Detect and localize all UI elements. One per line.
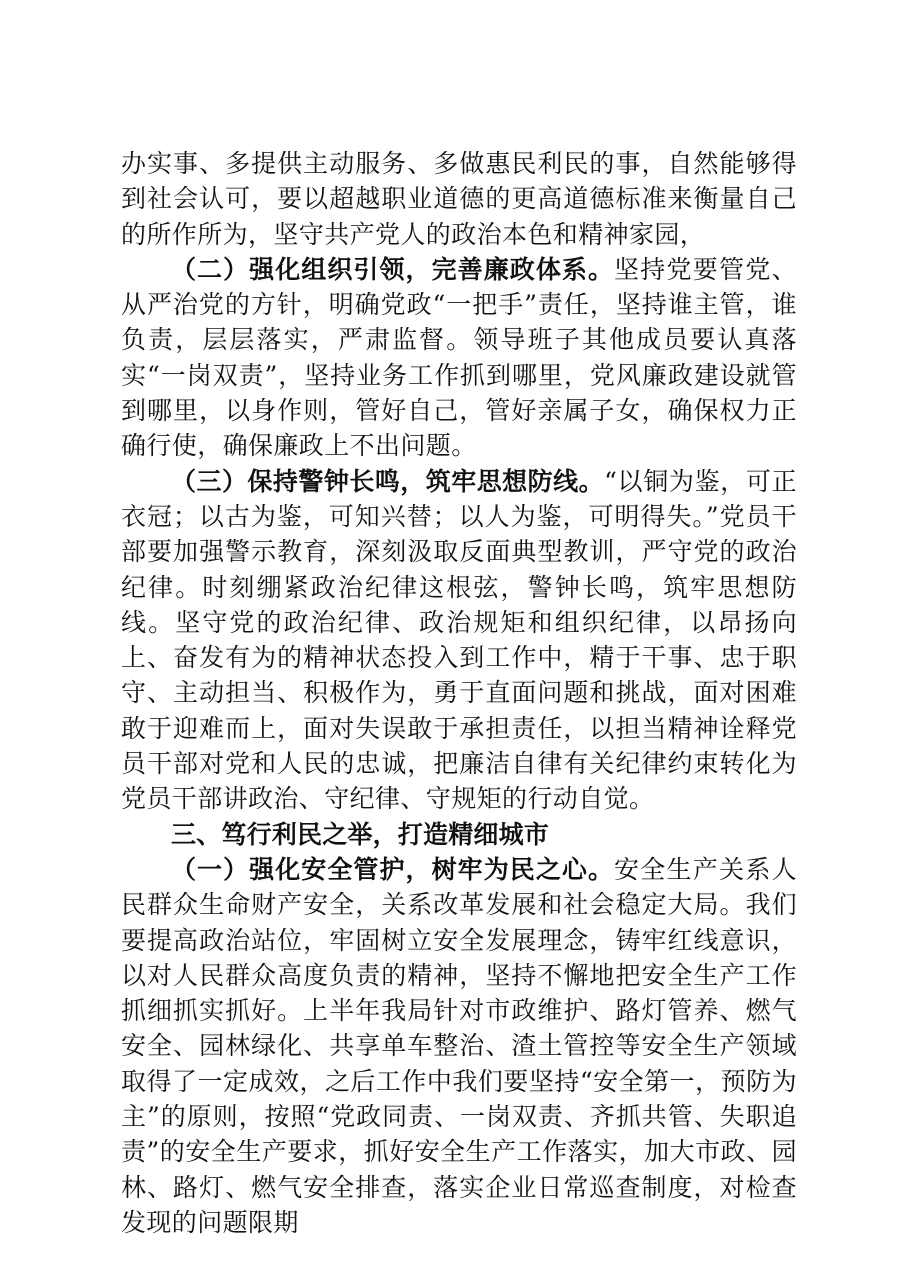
paragraph-lead: （二）强化组织引领，完善廉政体系。 <box>171 254 615 284</box>
paragraph-continued <box>121 146 797 252</box>
paragraph-text: 安全生产关系人民群众生命财产安全，关系改革发展和社会稳定大局。我们要提高政治站位，牢固树立安全发展理念，铸牢红线意识，以对人民群众高度负责的精神，坚持不懈地把安全生产工作抓细抓实抓好。上半年我局针对市政维护、路灯管养、燃气安全、园林绿化、共享单车整治、渣土管控等安全生产领域取得了一定成效，之后工作中我们要坚持“安全第一，预防为主”的原则，按照“党政同责、一岗双责、齐抓共管、失职追责”的安全生产要求，抓好安全生产工作落实，加大市政、园林、路灯、燃气安全排查，落实企业日常巡查制度，对检查发现的问题限期 <box>121 854 797 1237</box>
paragraph-lead: （三）保持警钟长鸣，筑牢思想防线。 <box>171 466 605 496</box>
paragraph-text: 办实事、多提供主动服务、多做惠民利民的事，自然能够得到社会认可，要以超越职业道德的更高道德标准来衡量自己的所作所为，坚守共产党人的政治本色和精神家园， <box>121 149 797 249</box>
paragraph-lead: （一）强化安全管护，树牢为民之心。 <box>171 854 615 884</box>
paragraph-alarm <box>121 464 797 817</box>
paragraph-text: “以铜为鉴，可正衣冠；以古为鉴，可知兴替；以人为鉴，可明得失。”党员干部要加强警示教育，深刻汲取反面典型教训，严守党的政治纪律。时刻绷紧政治纪律这根弦，警钟长鸣，筑牢思想防线。坚守党的政治纪律、政治规矩和组织纪律，以昂扬向上、奋发有为的精神状态投入到工作中，精于干事、忠于职守、主动担当、积极作为，勇于直面问题和挑战，面对困难敢于迎难而上，面对失误敢于承担责任，以担当精神诠释党员干部对党和人民的忠诚，把廉洁自律有关纪律约束转化为党员干部讲政治、守纪律、守规矩的行动自觉。 <box>121 466 798 814</box>
section-heading: 三、笃行利民之举，打造精细城市 <box>171 819 550 849</box>
paragraph-text: 坚持党要管党、从严治党的方针，明确党政“一把手”责任，坚持谁主管，谁负责，层层落实，严肃监督。领导班子其他成员要认真落实“一岗双责”，坚持业务工作抓到哪里，党风廉政建设就管到哪里，以身作则，管好自己，管好亲属子女，确保权力正确行使，确保廉政上不出问题。 <box>121 254 797 461</box>
paragraph-safety <box>121 852 797 1240</box>
document-body <box>121 146 797 1240</box>
paragraph-organization <box>121 252 797 464</box>
